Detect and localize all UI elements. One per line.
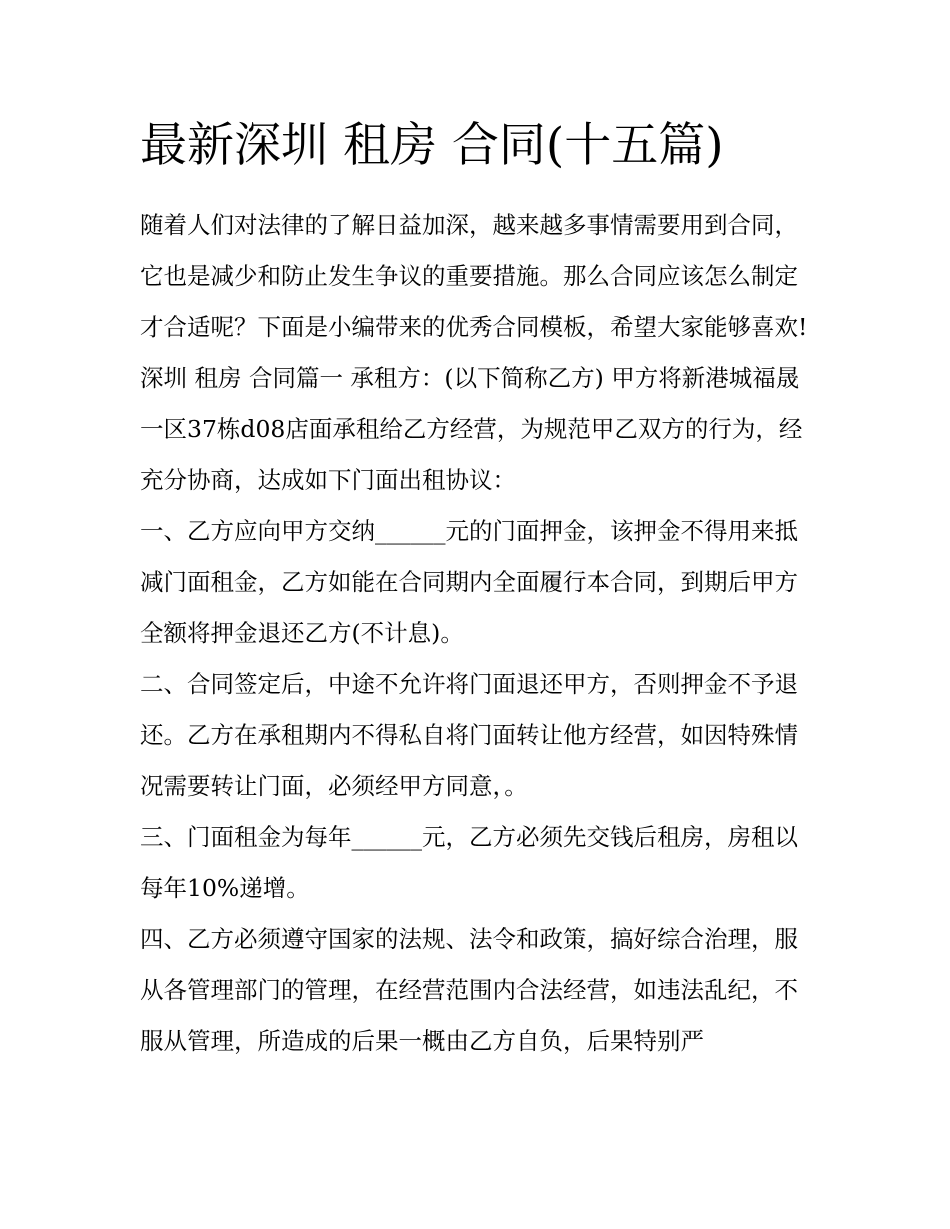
paragraph-clause-4: 四、乙方必须遵守国家的法规、法令和政策，搞好综合治理，服从各管理部门的管理，在经营范围内合法经营，如违法乱纪，不服从管理，所造成的后果一概由乙方自负，后果特别严 (140, 925, 798, 1055)
paragraph-clause-1: 一、乙方应向甲方交纳______元的门面押金，该押金不得用来抵减门面租金，乙方如能在合同期内全面履行本合同，到期后甲方全额将押金退还乙方(不计息)。 (140, 517, 798, 647)
document-title: 最新深圳 租房 合同(十五篇) (140, 118, 724, 173)
document-body (140, 112, 812, 1067)
paragraph-contract-one-opening: 深圳 租房 合同篇一 承租方：(以下简称乙方) 甲方将新港城福晟一区37栋d08店面承租给乙方经营，为规范甲乙双方的行为，经充分协商，达成如下门面出租协议： (140, 364, 803, 494)
paragraph-clause-2: 二、合同签定后，中途不允许将门面退还甲方，否则押金不予退还。乙方在承租期内不得私自将门面转让他方经营，如因特殊情况需要转让门面，必须经甲方同意，。 (140, 670, 798, 800)
paragraph-intro: 随着人们对法律的了解日益加深，越来越多事情需要用到合同，它也是减少和防止发生争议的重要措施。那么合同应该怎么制定才合适呢？下面是小编带来的优秀合同模板，希望大家能够喜欢! (140, 211, 808, 341)
paragraph-clause-3: 三、门面租金为每年______元，乙方必须先交钱后租房，房租以每年10%递增。 (140, 823, 798, 902)
